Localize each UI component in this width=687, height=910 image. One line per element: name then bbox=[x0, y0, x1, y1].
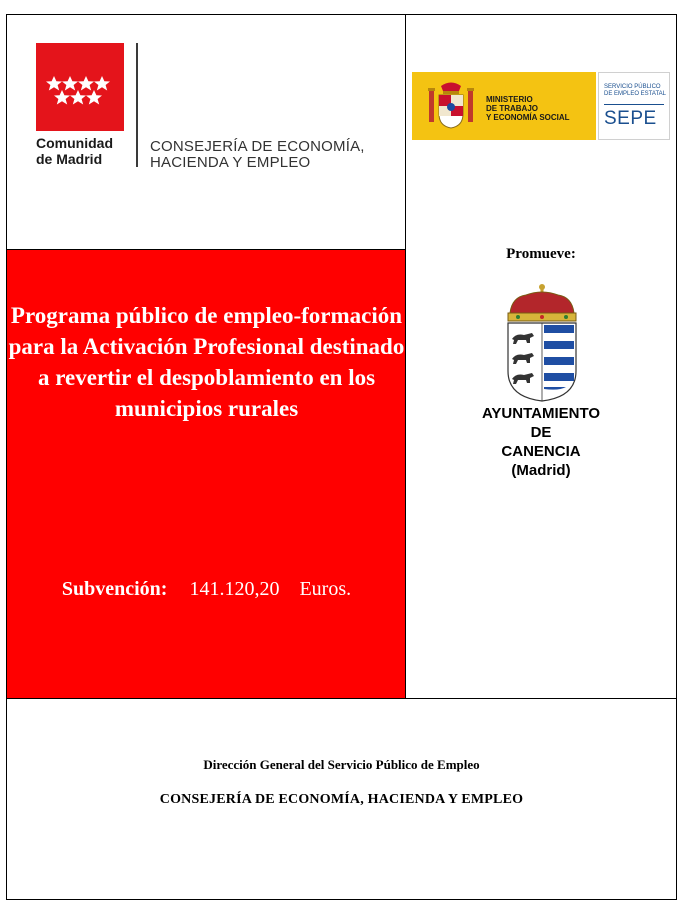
seven-stars-icon bbox=[36, 43, 124, 131]
ministry-yellow-band bbox=[412, 72, 596, 140]
promoter-label: Promueve: bbox=[506, 246, 576, 262]
promoter-name: AYUNTAMIENTO DE CANENCIA (Madrid) bbox=[481, 405, 601, 479]
footer-cell bbox=[7, 699, 676, 899]
sepe-logo bbox=[598, 72, 670, 140]
program-panel bbox=[7, 250, 406, 699]
directorate-name: Dirección General del Servicio Público de Empleo bbox=[203, 757, 480, 772]
sepe-acronym: SEPE bbox=[604, 108, 657, 129]
document-frame bbox=[6, 14, 677, 900]
subsidy-line bbox=[7, 578, 406, 601]
promoter-column bbox=[406, 15, 676, 699]
consejeria-name: CONSEJERÍA DE ECONOMÍA, HACIENDA Y EMPLEO bbox=[150, 138, 365, 171]
header-logo-cell bbox=[7, 15, 406, 250]
sepe-full-name: SERVICIO PÚBLICO DE EMPLEO ESTATAL bbox=[604, 84, 667, 97]
subsidy-amount: 141.120,20 bbox=[189, 578, 280, 600]
ministry-name: MINISTERIO DE TRABAJO Y ECONOMÍA SOCIAL bbox=[486, 95, 570, 122]
sepe-divider bbox=[604, 104, 664, 105]
footer-department: CONSEJERÍA DE ECONOMÍA, HACIENDA Y EMPLEO bbox=[159, 792, 524, 807]
program-title: Programa público de empleo-formación para la Activación Profesional destinado a revertir el despoblamiento en los municipios rurales bbox=[8, 303, 405, 421]
ministry-logo bbox=[412, 72, 670, 140]
logo-divider bbox=[136, 43, 138, 167]
subsidy-currency: Euros. bbox=[299, 578, 352, 600]
canencia-coat-of-arms-icon bbox=[504, 283, 580, 403]
comunidad-madrid-name: Comunidad de Madrid bbox=[36, 135, 113, 167]
subsidy-label: Subvención: bbox=[61, 578, 168, 600]
spain-coat-of-arms-icon bbox=[426, 80, 476, 132]
